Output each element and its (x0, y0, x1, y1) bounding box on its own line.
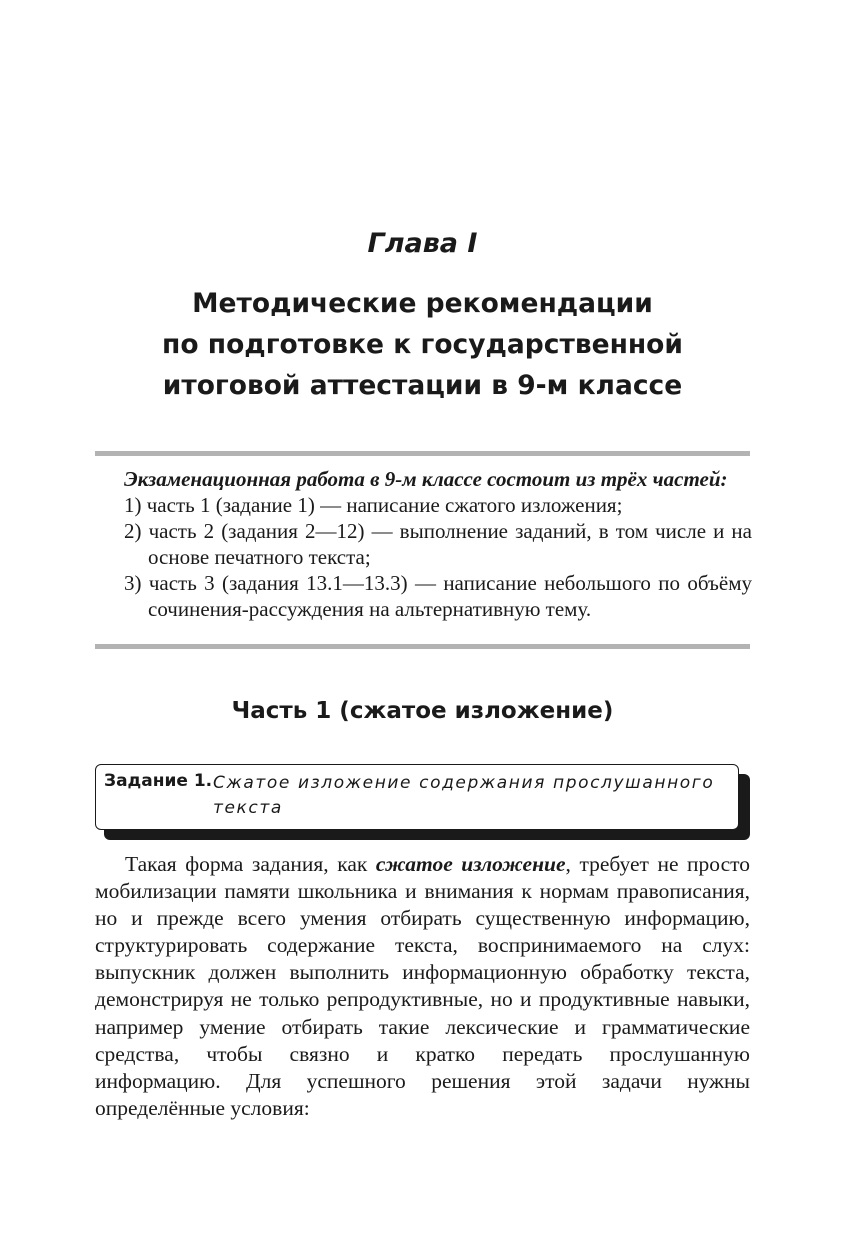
chapter-title-line: итоговой аттестации в 9-м классе (162, 370, 683, 401)
exam-structure-lead: Экзаменационная работа в 9-м классе состоит из трёх частей: (124, 467, 728, 491)
chapter-label: Глава I (367, 228, 478, 259)
divider-top (95, 451, 750, 456)
chapter-title-line: по подготовке к государственной (162, 329, 683, 360)
chapter-title (60, 283, 785, 406)
exam-part-item: 1) часть 1 (задание 1) — написание сжатого изложения; (124, 493, 623, 517)
body-term: сжатое изложение (375, 852, 566, 876)
task-box (95, 764, 739, 830)
body-text-rest: , требует не просто мобилизации памяти школьника и внимания к нормам правописания, но и прежде всего умения отбирать существенную информацию, структурировать содержание текста, воспринимаемого на слух: выпускник должен выполнить информационную обработку текста, демонстрируя не только репродуктивные, но и продуктивные навыки, например умение отбирать такие лексические и грамматические средства, чтобы связно и кратко передать прослушанную информацию. Для успешного решения этой задачи нужны определённые условия: (95, 852, 750, 1120)
chapter-title-line: Методические рекомендации (192, 288, 653, 319)
exam-part-item: 3) часть 3 (задания 13.1—13.3) — написание небольшого по объёму сочинения-рассуждения на альтернативную тему. (124, 571, 752, 621)
divider-bottom (95, 644, 750, 649)
exam-structure-block (124, 466, 752, 622)
task-label: Задание 1. (104, 771, 213, 791)
part-title: Часть 1 (сжатое изложение) (231, 698, 614, 724)
body-text-start: Такая форма задания, как (125, 852, 376, 876)
exam-parts-list (124, 492, 752, 622)
task-text: Сжатое изложение содержания прослушанного текста (213, 773, 715, 818)
body-paragraph (95, 851, 750, 1122)
exam-part-item: 2) часть 2 (задания 2—12) — выполнение заданий, в том числе и на основе печатного текста; (124, 519, 752, 569)
